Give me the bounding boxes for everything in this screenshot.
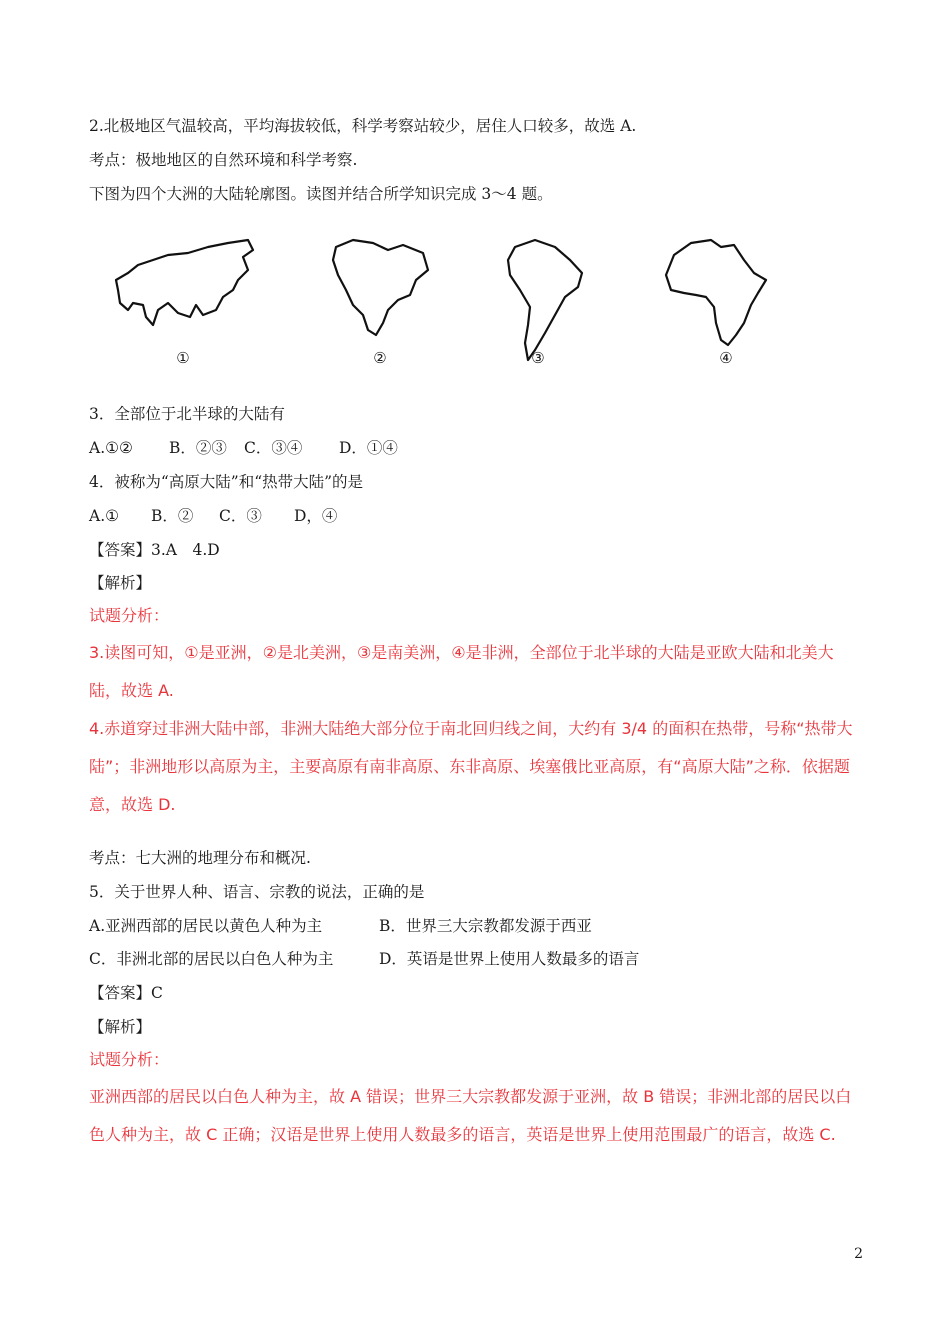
africa-outline-icon [656, 235, 771, 350]
north-america-outline-icon [328, 235, 438, 345]
q2-answer-text: 2.北极地区气温较高，平均海拔较低，科学考察站较少，居住人口较多，故选 A. [89, 117, 637, 135]
q3-option-d: D．①④ [339, 439, 398, 457]
figure-intro: 下图为四个大洲的大陆轮廓图。读图并结合所学知识完成 3～4 题。 [89, 185, 553, 203]
page-number: 2 [854, 1246, 863, 1262]
point-34: 考点：七大洲的地理分布和概况. [89, 849, 311, 867]
q5-option-c: C．非洲北部的居民以白色人种为主 [89, 950, 334, 968]
continent-outline-figure [100, 230, 800, 375]
south-america-outline-icon [500, 235, 590, 365]
answer-5: 【答案】C [89, 984, 163, 1002]
analysis-title-34: 试题分析： [89, 606, 170, 625]
q5-options-row-1 [89, 915, 592, 937]
q4-option-c: C．③ [219, 507, 262, 525]
analysis-paragraph-q3: 3.读图可知，①是亚洲，②是北美洲，③是南美洲，④是非洲，全部位于北半球的大陆是亚欧大陆和北美大陆，故选 A. [89, 643, 834, 700]
answer-34: 【答案】3.A 4.D [89, 541, 220, 559]
map-label-4: ④ [719, 349, 733, 367]
q4-option-d: D，④ [294, 507, 338, 525]
q3-option-a: A.①② [89, 439, 133, 457]
analysis-title-5: 试题分析： [89, 1050, 170, 1069]
q3-option-c: C．③④ [244, 439, 303, 457]
q3-stem: 3．全部位于北半球的大陆有 [89, 405, 285, 423]
analysis-paragraph-q4: 4.赤道穿过非洲大陆中部，非洲大陆绝大部分位于南北回归线之间，大约有 3/4 的面积在热带，号称“热带大陆”；非洲地形以高原为主，主要高原有南非高原、东非高原、埃塞俄比亚高原，有“高原大陆”之称．依据题意，故选 D. [89, 719, 853, 814]
q5-option-b: B．世界三大宗教都发源于西亚 [379, 917, 592, 935]
q4-option-a: A.① [89, 507, 120, 525]
q4-stem: 4．被称为“高原大陆”和“热带大陆”的是 [89, 473, 364, 491]
analysis-head-34: 【解析】 [89, 574, 152, 592]
q3-options [89, 437, 398, 459]
q2-point-text: 考点：极地地区的自然环境和科学考察. [89, 151, 358, 169]
analysis-head-5: 【解析】 [89, 1018, 152, 1036]
q5-options-row-2 [89, 948, 639, 970]
map-label-3: ③ [531, 349, 545, 367]
q4-option-b: B．② [151, 507, 194, 525]
q4-options [89, 505, 337, 527]
q5-option-a: A.亚洲西部的居民以黄色人种为主 [89, 917, 323, 935]
analysis-paragraph-q5: 亚洲西部的居民以白色人种为主，故 A 错误；世界三大宗教都发源于亚洲，故 B 错误；非洲北部的居民以白色人种为主，故 C 正确；汉语是世界上使用人数最多的语言，英语是世界上使用范围最广的语言，故选 C. [89, 1087, 852, 1144]
eurasia-outline-icon [108, 235, 258, 335]
map-label-2: ② [373, 349, 387, 367]
q5-stem: 5．关于世界人种、语言、宗教的说法，正确的是 [89, 883, 425, 901]
q3-option-b: B．②③ [169, 439, 227, 457]
q5-option-d: D．英语是世界上使用人数最多的语言 [379, 950, 640, 968]
map-label-1: ① [176, 349, 190, 367]
